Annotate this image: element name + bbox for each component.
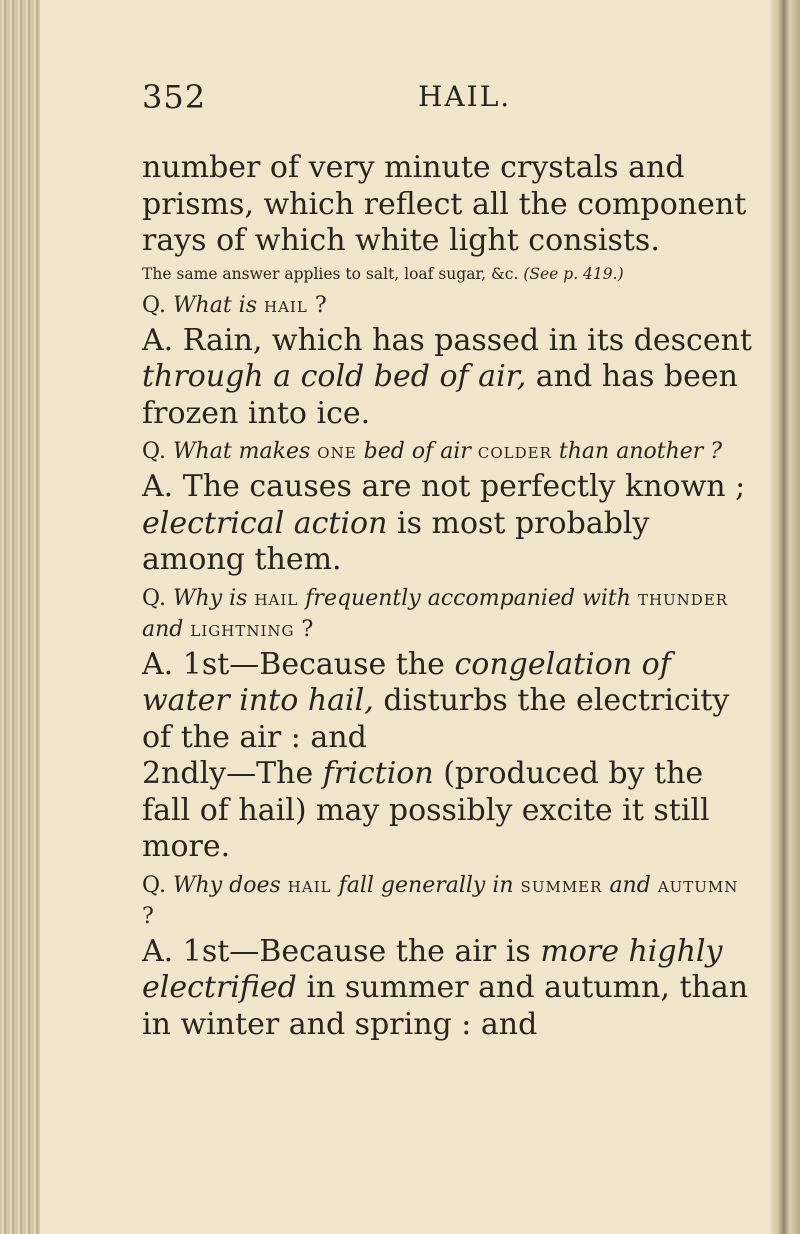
answer-3-part-2: 2ndly—The friction (produced by the fall of hail) may possibly excite it still more. (142, 756, 710, 864)
question-3: Q. Why is hail frequently accompanied with thunder and lightning ? (142, 585, 729, 642)
answer-4: A. 1st—Because the air is more highly electrified in summer and autumn, than in winter and spring : and (142, 933, 749, 1042)
running-head: HAIL. (418, 80, 512, 113)
footnote: The same answer applies to salt, loaf sugar, &c. (See p. 419.) (142, 264, 624, 283)
question-4: Q. Why does hail fall generally in summer and autumn ? (142, 872, 739, 929)
answer-2: A. The causes are not perfectly known ; electrical action is most probably among them. (142, 469, 746, 577)
question-1: Q. What is hail ? (142, 292, 327, 318)
page-body (142, 150, 754, 1043)
page-header (142, 78, 642, 118)
question-2: Q. What makes one bed of air colder than another ? (142, 439, 723, 464)
page-number: 352 (142, 78, 207, 116)
paragraph-continuation: number of very minute crystals and prisms, which reflect all the component rays of which white light consists. (142, 150, 747, 258)
answer-1: A. Rain, which has passed in its descent through a cold bed of air, and has been frozen into ice. (142, 322, 752, 431)
answer-3: A. 1st—Because the congelation of water into hail, disturbs the electricity of the air : and (142, 646, 730, 755)
